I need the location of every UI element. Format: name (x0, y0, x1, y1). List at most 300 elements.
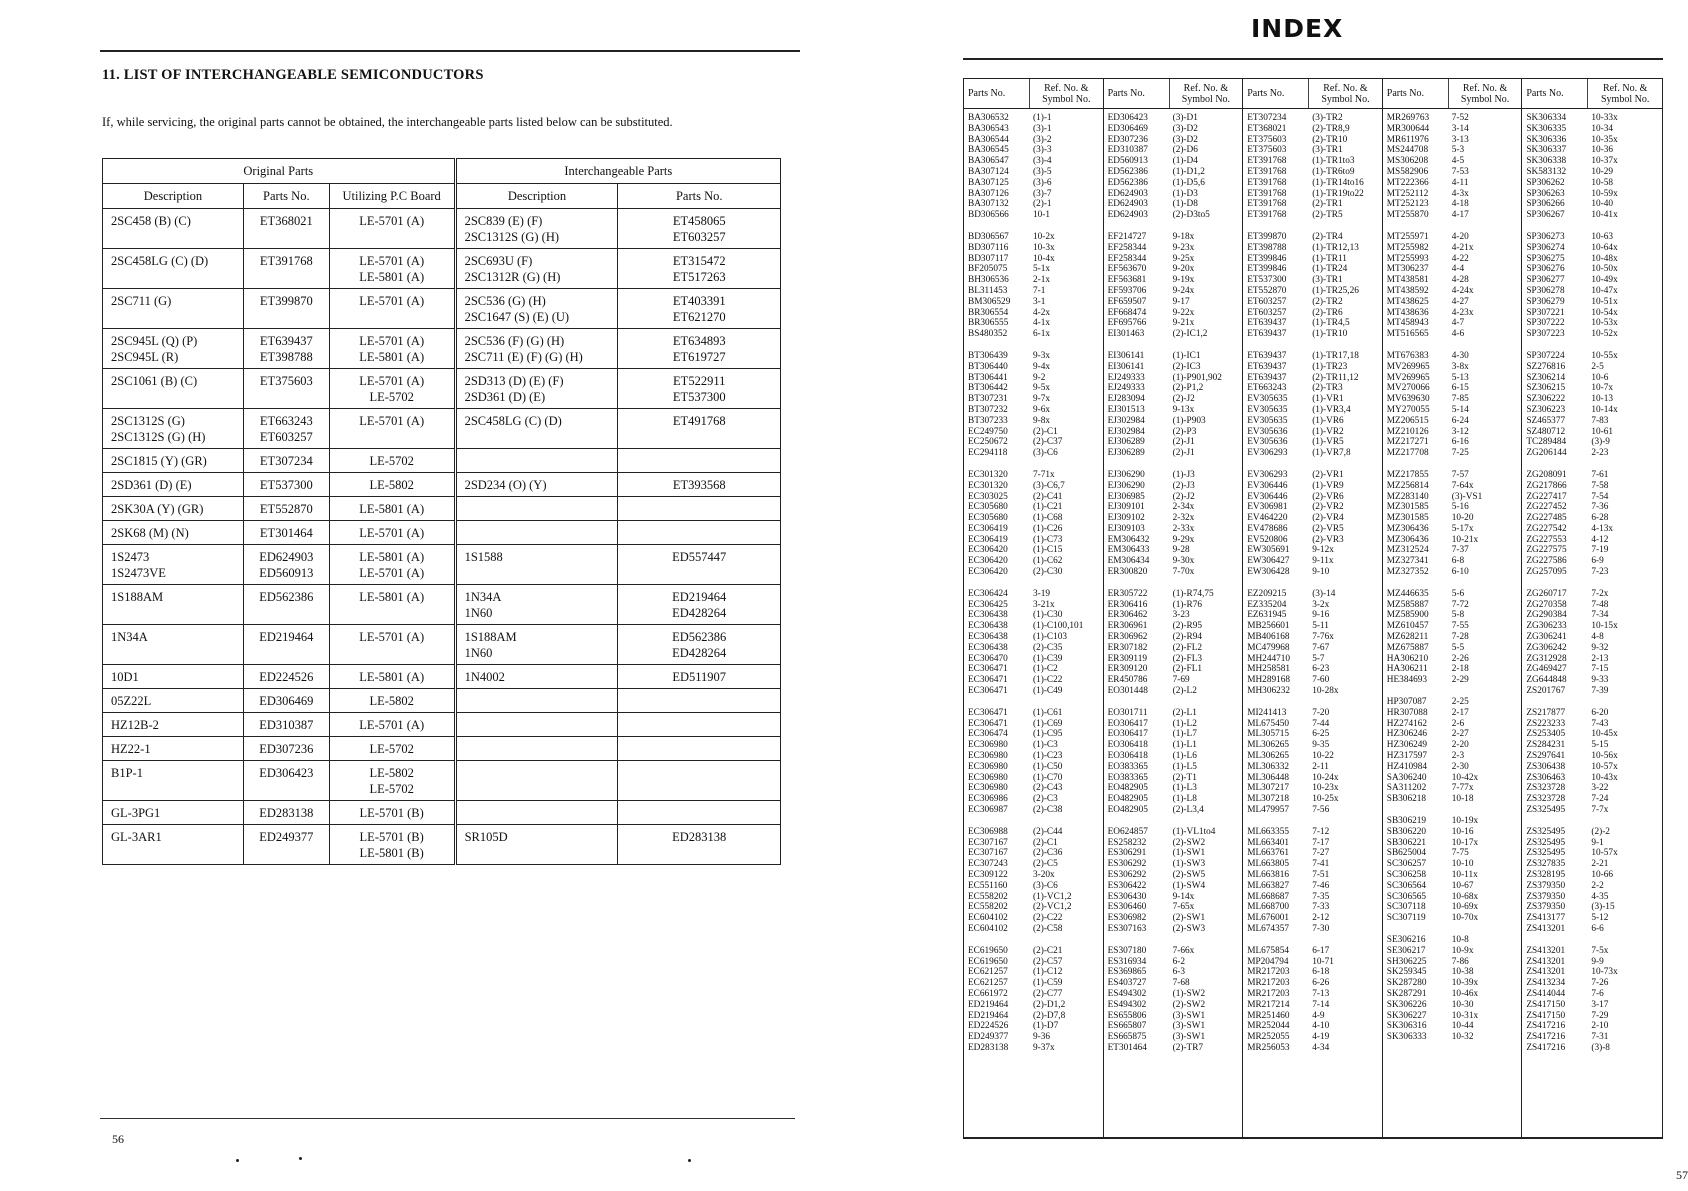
entry-ref-no: 10-59x (1591, 188, 1618, 199)
entry-ref-no: 5-12 (1591, 913, 1609, 924)
entry-ref-no: (1)-D8 (1172, 199, 1198, 210)
entry-ref-no: 2-26 (1451, 653, 1469, 664)
cell-line: 05Z22L (111, 694, 152, 708)
cell-line: ET458065 (672, 214, 726, 228)
index-column (1383, 79, 1523, 1137)
index-entry (1108, 524, 1243, 535)
index-entry (1526, 124, 1662, 135)
entry-ref-no: 9-10 (1312, 567, 1330, 578)
entry-parts-no: ET391768 (1247, 166, 1287, 177)
entry-ref-no: (1)-C100,101 (1033, 621, 1084, 632)
board-cell (329, 329, 455, 369)
cell-line: LE-5801 (A) (359, 590, 425, 604)
entry-parts-no: SZ480712 (1526, 426, 1566, 437)
index-entry (1526, 719, 1662, 730)
entry-ref-no: 7-76x (1312, 632, 1334, 643)
entry-parts-no: EJ309103 (1107, 523, 1145, 534)
entry-ref-no: 9-37x (1033, 1042, 1055, 1053)
entry-parts-no: ET375603 (1247, 145, 1287, 156)
entry-parts-no: MT438625 (1386, 296, 1429, 307)
index-entry (1526, 740, 1662, 751)
index-entry (1247, 589, 1382, 600)
entry-parts-no: ZG227575 (1526, 545, 1567, 556)
index-entry (1108, 167, 1243, 178)
entry-parts-no: EV520806 (1247, 534, 1288, 545)
table-row (103, 521, 781, 545)
entry-ref-no: 7-2x (1591, 588, 1609, 599)
entry-ref-no: (1)-VR5 (1312, 437, 1344, 448)
parts-no-cell (243, 289, 329, 329)
description-cell (103, 521, 244, 545)
entry-parts-no: ZG306233 (1526, 621, 1567, 632)
entry-ref-no: 9-33 (1591, 675, 1609, 686)
index-entry (1247, 113, 1382, 124)
entry-parts-no: EF563681 (1107, 275, 1147, 286)
cell-line: ET375603 (259, 374, 313, 388)
entry-parts-no: EO306417 (1107, 718, 1148, 729)
index-entry (1247, 827, 1382, 838)
entry-parts-no: BA306547 (968, 156, 1009, 167)
int-description-cell (455, 801, 618, 825)
index-entry (1247, 427, 1382, 438)
header-ref-symbol: Ref. No. & Symbol No. (1321, 82, 1370, 105)
index-entry (1526, 1043, 1662, 1054)
index-entry (1387, 989, 1522, 1000)
entry-ref-no: 3-1 (1033, 296, 1046, 307)
entry-parts-no: MB406168 (1247, 632, 1290, 643)
index-entry (1108, 470, 1243, 481)
entry-parts-no: ZS417216 (1526, 1021, 1566, 1032)
int-description-cell (455, 497, 618, 521)
index-entry (1108, 729, 1243, 740)
entry-ref-no: (1)-C59 (1033, 978, 1063, 989)
index-entry (1526, 362, 1662, 373)
index-entry (968, 621, 1103, 632)
entry-ref-no: (2)-T1 (1172, 772, 1197, 783)
index-entry (1526, 405, 1662, 416)
index-entry (1526, 978, 1662, 989)
index-entry (1526, 859, 1662, 870)
parts-no-cell (243, 329, 329, 369)
entry-parts-no: ML306448 (1247, 772, 1290, 783)
index-entry (1387, 783, 1522, 794)
index-entry (1526, 762, 1662, 773)
index-entry (1108, 416, 1243, 427)
entry-parts-no: SC306258 (1386, 870, 1427, 880)
index-entry (1387, 675, 1522, 686)
entry-parts-no: EV305635 (1247, 394, 1288, 405)
entry-ref-no: 7-35 (1312, 891, 1330, 902)
entry-ref-no: 4-2x (1033, 307, 1051, 318)
parts-no-cell (243, 665, 329, 689)
entry-parts-no: ER450786 (1107, 675, 1148, 686)
entry-parts-no: EM306434 (1107, 556, 1150, 567)
index-entry (1247, 199, 1382, 210)
board-cell (329, 497, 455, 521)
int-parts-no-cell (618, 409, 781, 449)
index-entry (1387, 481, 1522, 492)
entry-parts-no: MZ610457 (1386, 621, 1429, 632)
entry-parts-no: SP307222 (1526, 318, 1565, 329)
board-cell (329, 473, 455, 497)
cell-line: LE-5702 (369, 454, 414, 468)
index-entry (1108, 427, 1243, 438)
entry-ref-no: (1)-TR25,26 (1312, 285, 1359, 296)
entry-ref-no: (2)-SW2 (1172, 999, 1206, 1010)
entry-ref-no: (1)-R74,75 (1172, 588, 1214, 599)
index-entry (1526, 373, 1662, 384)
entry-ref-no: 9-14x (1172, 891, 1195, 902)
int-description-cell (455, 625, 618, 665)
entry-ref-no: (1)-C23 (1033, 751, 1063, 762)
entry-parts-no: ML306265 (1247, 751, 1290, 762)
entry-parts-no: ZS217877 (1526, 707, 1566, 718)
index-entry (1387, 448, 1522, 459)
entry-parts-no: ML668687 (1247, 891, 1290, 902)
entry-ref-no: (1)-C73 (1033, 534, 1063, 545)
entry-ref-no: 4-23x (1451, 307, 1474, 318)
cell-line: LE-5701 (A) (359, 294, 425, 308)
entry-ref-no: 10-66 (1591, 870, 1614, 880)
entry-parts-no: EC306474 (968, 729, 1008, 740)
index-entry (1108, 156, 1243, 167)
entry-parts-no: ES494302 (1107, 999, 1147, 1010)
entry-parts-no: BT306442 (968, 383, 1008, 394)
index-entry (1108, 113, 1243, 124)
index-entry (1108, 308, 1243, 319)
description-cell (103, 801, 244, 825)
index-entry (1526, 1021, 1662, 1032)
index-block (1526, 351, 1662, 459)
cell-line: 2SC945L (Q) (P) (111, 334, 198, 348)
table-row (103, 449, 781, 473)
entry-parts-no: ML663401 (1247, 837, 1290, 848)
index-entry (1387, 740, 1522, 751)
int-description-cell (455, 329, 618, 369)
entry-parts-no: MV639630 (1386, 394, 1430, 405)
index-entry (1247, 492, 1382, 503)
index-entry (1387, 589, 1522, 600)
entry-parts-no: MR217214 (1247, 999, 1290, 1010)
cell-line: ET491768 (672, 414, 726, 428)
entry-ref-no: (2)-SW1 (1172, 913, 1206, 924)
entry-parts-no: EM306433 (1107, 545, 1150, 556)
entry-parts-no: ZS417150 (1526, 1010, 1566, 1021)
index-entry (1108, 946, 1243, 957)
index-entry (968, 924, 1103, 935)
entry-ref-no: 7-1 (1033, 285, 1046, 296)
cell-line: ET619727 (672, 350, 726, 364)
entry-ref-no: (3)-9 (1591, 437, 1610, 448)
index-entry (1108, 827, 1243, 838)
entry-parts-no: MT255993 (1386, 253, 1429, 264)
entry-ref-no: 2-10 (1591, 1021, 1609, 1032)
entry-parts-no: ML675854 (1247, 945, 1290, 956)
entry-parts-no: MR251460 (1247, 1010, 1290, 1021)
entry-parts-no: EF563670 (1107, 264, 1147, 275)
entry-parts-no: ED562386 (1107, 166, 1148, 177)
entry-ref-no: 6-24 (1451, 415, 1469, 426)
entry-parts-no: ZS417216 (1526, 1042, 1566, 1053)
index-entry (1387, 524, 1522, 535)
entry-parts-no: MR217203 (1247, 988, 1290, 999)
index-entry (1108, 318, 1243, 329)
index-entry (1387, 567, 1522, 578)
index-entry (1526, 794, 1662, 805)
entry-ref-no: 7-68 (1172, 978, 1190, 989)
index-entry (1247, 892, 1382, 903)
entry-parts-no: EC306471 (968, 707, 1008, 718)
cell-line: ED310387 (259, 718, 314, 732)
entry-parts-no: EC621257 (968, 978, 1008, 989)
entry-parts-no: ES665807 (1107, 1021, 1147, 1032)
entry-parts-no: EC307243 (968, 859, 1008, 870)
index-entry (1247, 719, 1382, 730)
entry-parts-no: MZ301585 (1386, 502, 1429, 513)
entry-parts-no: HE384693 (1386, 675, 1428, 686)
index-entry (1108, 686, 1243, 697)
entry-ref-no: 7-57 (1451, 469, 1469, 480)
index-entry (1526, 610, 1662, 621)
top-rule (100, 50, 800, 52)
entry-ref-no: 10-37x (1591, 156, 1618, 167)
entry-ref-no: 10-73x (1591, 967, 1618, 978)
index-entry (1526, 567, 1662, 578)
entry-ref-no: 10-3x (1033, 242, 1055, 253)
table-row (103, 825, 781, 865)
entry-ref-no: 7-51 (1312, 870, 1330, 880)
entry-parts-no: MZ327352 (1386, 567, 1429, 578)
index-entry (1247, 362, 1382, 373)
index-entry (1247, 859, 1382, 870)
board-cell (329, 585, 455, 625)
entry-parts-no: SB625004 (1386, 848, 1427, 859)
entry-ref-no: 10-14x (1591, 404, 1618, 415)
entry-parts-no: ES307180 (1107, 945, 1147, 956)
index-entry (1247, 967, 1382, 978)
entry-parts-no: BT306439 (968, 350, 1008, 361)
int-description-cell (455, 289, 618, 329)
parts-no-cell (243, 209, 329, 249)
entry-parts-no: ZS306438 (1526, 761, 1566, 772)
entry-parts-no: EC306980 (968, 772, 1008, 783)
entry-parts-no: ET391768 (1247, 199, 1287, 210)
index-entry (1387, 416, 1522, 427)
entry-parts-no: ER305722 (1107, 588, 1148, 599)
parts-no-cell (243, 761, 329, 801)
index-entry (1247, 481, 1382, 492)
entry-parts-no: ER309119 (1107, 653, 1148, 664)
entry-ref-no: 3-19 (1033, 588, 1051, 599)
index-entry (1247, 600, 1382, 611)
index-entry (1108, 621, 1243, 632)
entry-parts-no: EO306417 (1107, 729, 1148, 740)
entry-parts-no: EI301463 (1107, 329, 1145, 340)
entry-parts-no: MZ206515 (1386, 415, 1429, 426)
index-entry (1108, 870, 1243, 881)
index-entry (1108, 297, 1243, 308)
entry-ref-no: 9-24x (1172, 285, 1195, 296)
entry-parts-no: SK306334 (1526, 113, 1567, 123)
index-entry (1526, 199, 1662, 210)
cell-line: 2SC1815 (Y) (GR) (111, 454, 207, 468)
entry-ref-no: (2)-TR4 (1312, 231, 1343, 242)
entry-ref-no: 10-28x (1312, 686, 1339, 697)
index-entry (1108, 567, 1243, 578)
index-entry (968, 989, 1103, 1000)
cell-line: ET399870 (259, 294, 313, 308)
entry-parts-no: BA307124 (968, 166, 1009, 177)
entry-parts-no: EV305636 (1247, 426, 1288, 437)
entry-ref-no: 10-41x (1591, 210, 1618, 221)
entry-ref-no: (2)-VR6 (1312, 491, 1344, 502)
entry-parts-no: ML307217 (1247, 783, 1290, 794)
entry-parts-no: EC301320 (968, 469, 1008, 480)
index-entry (968, 513, 1103, 524)
cell-line: LE-5802 (369, 478, 414, 492)
entry-ref-no: 7-44 (1312, 718, 1330, 729)
int-description-cell (455, 409, 618, 449)
index-entry (1247, 848, 1382, 859)
entry-ref-no: (1)-SW4 (1172, 880, 1206, 891)
parts-no-cell (243, 737, 329, 761)
index-column-header (1243, 79, 1382, 109)
entry-ref-no: (2)-D6 (1172, 145, 1198, 156)
index-entry (1526, 827, 1662, 838)
entry-ref-no: (1)-TR4,5 (1312, 318, 1350, 329)
entry-parts-no: EO482905 (1107, 805, 1148, 816)
entry-parts-no: MV269965 (1386, 361, 1430, 372)
page-number-right: 57 (1676, 1168, 1688, 1182)
parts-no-cell (243, 585, 329, 625)
index-entry (968, 708, 1103, 719)
index-entry (1247, 189, 1382, 200)
int-description-cell (455, 689, 618, 713)
index-entry (1247, 351, 1382, 362)
entry-parts-no: BR306554 (968, 307, 1009, 318)
entry-parts-no: EC306420 (968, 567, 1008, 578)
index-entry (1526, 210, 1662, 221)
entry-parts-no: EC619650 (968, 945, 1008, 956)
index-entry (1387, 708, 1522, 719)
entry-ref-no: (3)-TR1 (1312, 145, 1343, 156)
entry-parts-no: SK306316 (1386, 1021, 1427, 1032)
index-entry (1387, 502, 1522, 513)
description-cell (103, 665, 244, 689)
entry-parts-no: SK583132 (1526, 166, 1567, 177)
entry-ref-no: (1)-C21 (1033, 502, 1063, 513)
entry-parts-no: ML479957 (1247, 805, 1290, 816)
entry-ref-no: (3)-3 (1033, 145, 1052, 156)
entry-ref-no: (1)-VR9 (1312, 480, 1344, 491)
index-entry (968, 794, 1103, 805)
entry-ref-no: (1)-VR1 (1312, 394, 1344, 405)
index-entry (1387, 1032, 1522, 1043)
entry-ref-no: 7-60 (1312, 675, 1330, 686)
entry-parts-no: EC604102 (968, 923, 1008, 934)
board-cell (329, 801, 455, 825)
entry-ref-no: (1)-SW3 (1172, 859, 1206, 870)
int-description-cell (455, 585, 618, 625)
cell-line: LE-5801 (A) (359, 270, 425, 284)
entry-parts-no: MT222366 (1386, 177, 1429, 188)
entry-ref-no: (2)-C1 (1033, 837, 1058, 848)
entry-parts-no: ER306962 (1107, 632, 1148, 643)
index-entry (1526, 286, 1662, 297)
entry-parts-no: EC306425 (968, 599, 1008, 610)
index-block (1387, 935, 1522, 1043)
cell-line: ED306423 (259, 766, 314, 780)
cell-line: ED428264 (672, 606, 727, 620)
index-block (1108, 470, 1243, 578)
entry-parts-no: EC309122 (968, 870, 1008, 880)
entry-parts-no: HZ317597 (1386, 751, 1428, 762)
index-entry (1247, 535, 1382, 546)
index-entry (1526, 297, 1662, 308)
cell-line: 10D1 (111, 670, 139, 684)
entry-ref-no: 7-61 (1591, 469, 1609, 480)
description-cell (103, 689, 244, 713)
index-entry (1247, 502, 1382, 513)
index-entry (1108, 373, 1243, 384)
entry-parts-no: MT438592 (1386, 285, 1429, 296)
entry-parts-no: ZG227542 (1526, 523, 1567, 534)
header-parts-no: Parts No. (1522, 79, 1588, 108)
entry-parts-no: EF695766 (1107, 318, 1147, 329)
cell-line: 1N60 (464, 606, 493, 620)
header-parts-no: Parts No. (1243, 79, 1309, 108)
entry-ref-no: (2)-TR7 (1172, 1042, 1204, 1053)
entry-ref-no: 2-11 (1312, 761, 1329, 772)
entry-ref-no: 10-22 (1312, 751, 1334, 762)
table-row (103, 801, 781, 825)
table-row (103, 209, 781, 249)
entry-parts-no: ZS417150 (1526, 999, 1566, 1010)
index-entry (968, 362, 1103, 373)
entry-ref-no: (3)-D2 (1172, 123, 1198, 134)
entry-ref-no: 9-9 (1591, 956, 1604, 967)
index-entry (1108, 448, 1243, 459)
index-block (968, 470, 1103, 578)
cell-line: 2SC711 (E) (F) (G) (H) (464, 350, 583, 364)
index-block (1526, 470, 1662, 578)
entry-parts-no: ZG312928 (1526, 653, 1567, 664)
entry-ref-no: 7-7x (1591, 805, 1609, 816)
entry-ref-no: 10-15x (1591, 621, 1618, 632)
index-entry (1108, 502, 1243, 513)
entry-ref-no: 5-6 (1451, 588, 1465, 599)
entry-parts-no: ES306292 (1107, 859, 1147, 870)
entry-parts-no: EC306980 (968, 783, 1008, 794)
cell-line: ET663243 (259, 414, 313, 428)
int-parts-no-cell (618, 329, 781, 369)
cell-line: LE-5801 (A) (359, 350, 425, 364)
entry-ref-no: (1)-D1,2 (1172, 166, 1205, 177)
index-entry (1108, 957, 1243, 968)
header-ref-symbol: Ref. No. & Symbol No. (1460, 82, 1510, 105)
entry-ref-no: (1)-TR19to22 (1312, 188, 1364, 199)
board-cell (329, 369, 455, 409)
index-block (1387, 232, 1522, 340)
entry-ref-no: 4-22 (1451, 253, 1469, 264)
index-entry (1526, 708, 1662, 719)
index-entry (968, 902, 1103, 913)
index-entry (1108, 124, 1243, 135)
entry-parts-no: MZ327341 (1386, 556, 1429, 567)
entry-ref-no: (1)-C95 (1033, 729, 1063, 740)
entry-ref-no: 6-16 (1451, 437, 1469, 448)
entry-parts-no: MR300644 (1386, 123, 1430, 134)
